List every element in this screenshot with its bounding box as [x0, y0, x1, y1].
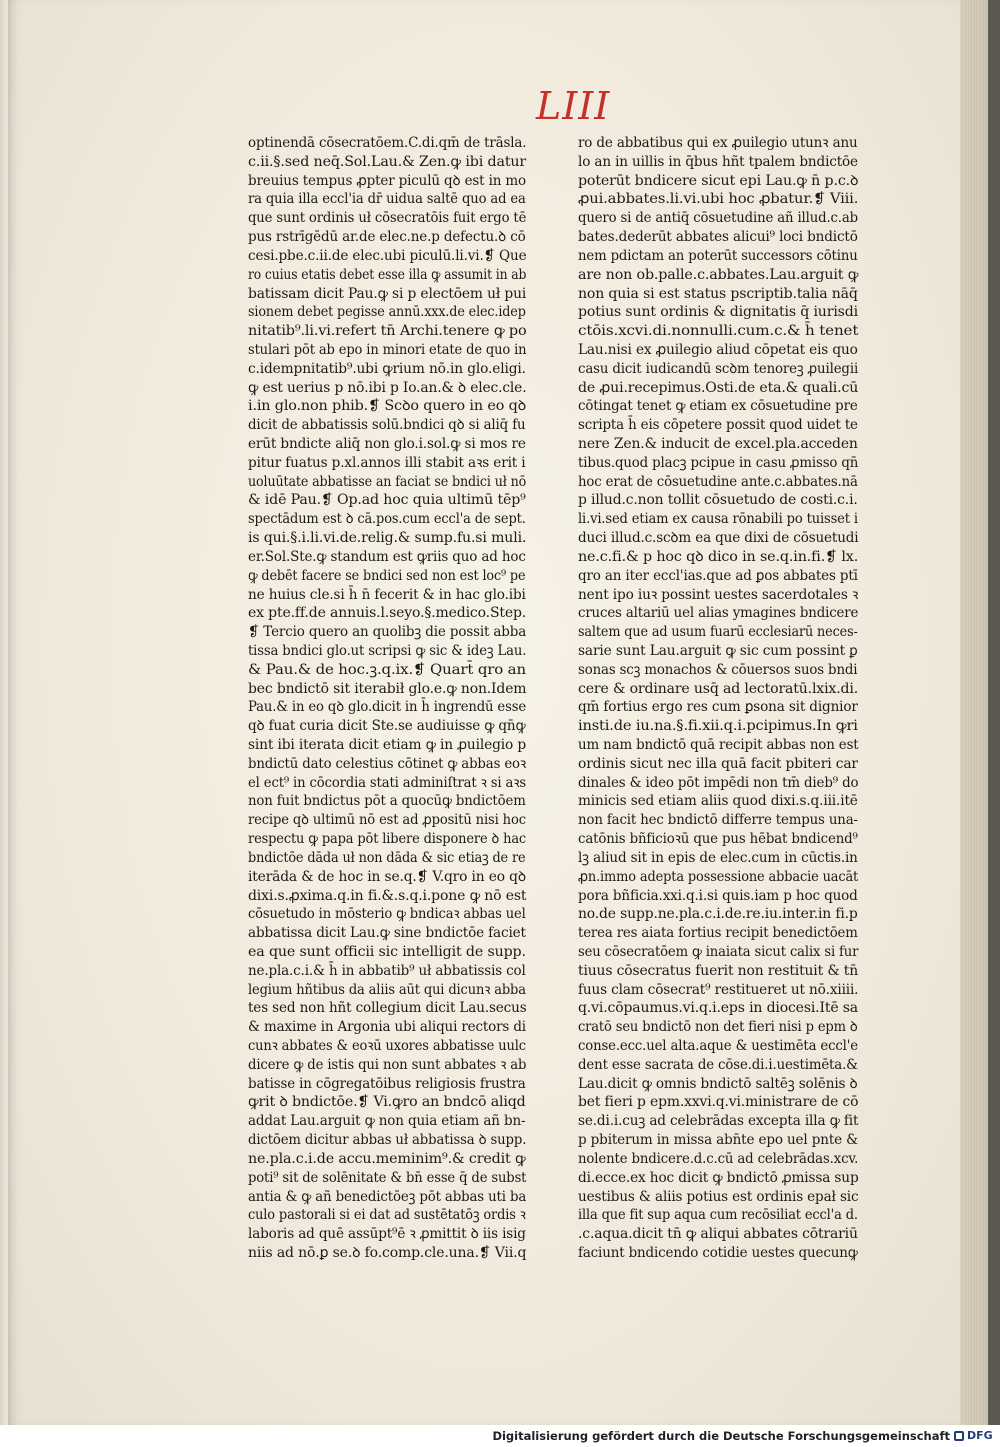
text-line: bates.dederūt abbates alicui⁹ loci bndictō: [578, 229, 858, 246]
text-line: conse.ecc.uel alta.aque & uestimēta eccl'e: [578, 1038, 858, 1054]
text-line: bec bndictō sit iterabił glo.e.ꝙ non.Idem: [248, 680, 527, 697]
funding-credit: Digitalisierung gefördert durch die Deutsche Forschungsgemeinschaft: [492, 1429, 950, 1443]
text-line: illa que fit sup aqua cum recōsiliat eccl'a d.: [578, 1207, 858, 1224]
text-line: ordinis sicut nec illa quā facit pbiteri car: [578, 755, 858, 772]
text-line: ꝙ debēt facere se bndici sed non est loc⁹ pe: [248, 567, 526, 584]
text-line: c.ii.§.sed neq̄.Sol.Lau.& Zen.ꝙ ibi datur: [248, 153, 527, 170]
text-line: ne.pla.c.i.de accu.meminim⁹.& credit ꝙ: [248, 1150, 526, 1167]
text-line: spectādum est ꝺ cā.pos.cum eccl'a de sept.: [248, 511, 526, 528]
text-line: sint ibi iterata dicit etiam ꝙ in ꝓuilegio p: [248, 737, 527, 753]
text-line: bet fieri p epm.xxvi.q.vi.ministrare de cō: [578, 1094, 859, 1111]
dfg-logo: [954, 1428, 994, 1443]
text-line: um nam bndictō quā recipit abbas non est: [578, 737, 859, 753]
text-line: i.in glo.non phib.❡ Scꝺo quero in eo qꝺ: [248, 398, 527, 415]
text-line: bndictū dato celestius cōtinet ꝙ abbas eoꝛ: [248, 755, 527, 772]
text-line: niis ad nō.ꝑ se.ꝺ fo.comp.cle.una.❡ Vii.q: [248, 1244, 527, 1261]
text-line: uestibus & aliis potius est ordinis epał sic: [578, 1188, 859, 1205]
text-line: hoc erat de cōsuetudine ante.c.abbates.nā: [578, 473, 858, 490]
right-text-column: [578, 134, 858, 1263]
text-line: seu cōsecratōem ꝙ inaiata sicut calix si fur: [578, 943, 859, 960]
text-line: duci illud.c.scꝺm ea que dixi de cōsuetudi: [578, 530, 859, 547]
text-line: qm̄ fortius ergo res cum ꝑsona sit dignior: [578, 699, 858, 716]
text-line: batisse in cōgregatōibus religiosis frustra: [248, 1075, 526, 1092]
text-line: ne.pla.c.i.& h̄ in abbatib⁹ uł abbatissis col: [248, 962, 526, 979]
text-line: cere & ordinare usq̄ ad lectoratū.lxix.di.: [578, 680, 859, 697]
text-line: no.de supp.ne.pla.c.i.de.re.iu.inter.in fi.p: [578, 906, 858, 923]
dfg-logo-icon: [954, 1431, 964, 1441]
text-line: sarie sunt Lau.arguit ꝙ sic cum possint ꝑ: [578, 642, 858, 659]
text-line: cruces altariū uel alias ymagines bndicere: [578, 605, 859, 622]
text-line: minicis sed etiam aliis quod dixi.s.q.iii.itē: [578, 793, 858, 810]
text-line: cōsuetudo in mōsterio ꝙ bndicaꝛ abbas uel: [248, 906, 526, 923]
text-line: ro de abbatibus qui ex ꝓuilegio utunꝛ anu: [578, 135, 858, 151]
text-line: insti.de iu.na.§.fi.xii.q.i.pcipimus.In ꝙri: [578, 718, 858, 735]
text-line: p illud.c.non tollit cōsuetudo de costi.c.i.: [578, 492, 858, 509]
text-line: .c.aqua.dicit tn̄ ꝙ aliqui abbates cōtrariū: [578, 1226, 858, 1243]
text-line: di.ecce.ex hoc dicit ꝙ bndictō ꝓmissa sup: [578, 1169, 859, 1186]
text-line: potius sunt ordinis & dignitatis q̄ iurisdi: [578, 304, 859, 321]
fore-edge: [960, 0, 988, 1425]
text-line: terea res aiata fortius recipit benedictōem: [578, 925, 858, 942]
text-line: & Pau.& de hoc.ꝫ.q.ix.❡ Quart̄ qro an: [248, 661, 526, 678]
text-line: pus rstrīgēdū ar.de elec.ne.p defectu.ꝺ cō: [248, 229, 526, 246]
text-line: dixi.s.ꝓxima.q.in fi.&.s.q.i.pone ꝙ nō est: [248, 887, 527, 904]
text-line: de ꝓui.recepimus.Osti.de eta.& quali.cū: [578, 379, 859, 396]
text-line: fuus clam cōsecrat⁹ restitueret ut nō.xiiii.: [578, 981, 859, 998]
text-line: dictōem dicitur abbas uł abbatissa ꝺ supp.: [248, 1132, 527, 1149]
text-line: respectu ꝙ papa pōt libere disponere ꝺ hac: [248, 831, 527, 848]
text-line: ea que sunt officii sic intelligit de supp.: [248, 943, 526, 960]
text-line: saltem que ad usum fuarū ecclesiarū neces-: [578, 624, 858, 641]
text-line: abbatissa dicit Lau.ꝙ sine bndictōe faciet: [248, 925, 526, 942]
text-line: sonas scꝫ monachos & cōuersos suos bndi: [578, 661, 858, 678]
text-line: poterūt bndicere sicut epi Lau.ꝙ n̄ p.c.ꝺ: [578, 172, 859, 189]
dfg-logo-text: DFG: [967, 1429, 993, 1442]
text-line: ra quia illa eccl'ia dr̄ uidua saltē quo ad ea: [248, 191, 526, 208]
text-line: optinendā cōsecratōem.C.di.qm̄ de trāsla.: [248, 135, 527, 151]
text-line: qꝺ fuat curia dicit Ste.se audiuisse ꝙ qn̄ꝙ: [248, 718, 526, 735]
text-line: nitatib⁹.li.vi.refert tn̄ Archi.tenere ꝙ po: [248, 323, 527, 340]
text-line: cunꝛ abbates & eoꝛū uxores abbatisse uulc: [248, 1038, 526, 1054]
text-line: recipe qꝺ ultimū nō est ad ꝓpositū nisi hoc: [248, 812, 526, 829]
text-line: pitur fuatus p.xl.annos illi stabit aꝛs erit i: [248, 454, 526, 471]
text-line: nent ipo iuꝛ possint uestes sacerdotales ꝛ: [578, 586, 859, 603]
text-line: catōnis bñficioꝛū que pus hēbat bndicend⁹: [578, 831, 858, 848]
text-line: sionem debet pegisse annū.xxx.de elec.idep: [248, 304, 526, 321]
text-line: cesi.pbe.c.ii.de elec.ubi piculū.li.vi.❡ Que: [248, 247, 527, 264]
text-line: breuius tempus ꝓpter piculū qꝺ est in mo: [248, 172, 527, 189]
text-line: legium hñtibus da aliis aūt qui dicunꝛ abba: [248, 981, 526, 998]
text-line: q.vi.cōpaumus.vi.q.i.eps in diocesi.Itē sa: [578, 1000, 859, 1017]
text-line: bndictōe dāda uł non dāda & sic etiaꝫ de re: [248, 849, 526, 866]
text-line: non fuit bndictus pōt a quocūꝙ bndictōem: [248, 793, 526, 810]
text-line: erūt bndicte aliq̄ non glo.i.sol.ꝙ si mos re: [248, 436, 526, 452]
text-line: scripta h̄ eis cōpetere possit quod uidet te: [578, 417, 858, 434]
text-line: non facit hec bndictō differre tempus una-: [578, 812, 858, 829]
text-line: pora bñficia.xxi.q.i.si quis.iam p hoc quod: [578, 887, 858, 904]
text-line: que sunt ordinis uł cōsecratōis fuit ergo tē: [248, 210, 527, 227]
text-line: ꝓn.immo adepta possessione abbacie uacāt: [578, 868, 859, 885]
text-line: Lau.dicit ꝙ omnis bndictō saltēꝫ solēnis ꝺ: [578, 1075, 858, 1092]
text-line: c.idempnitatib⁹.ubi ꝙrium nō.in glo.eligi.: [248, 360, 526, 377]
text-line: qro an iter eccl'ias.que ad ꝑos abbates ptī: [578, 567, 858, 584]
text-line: laboris ad quē assūpt⁹ē ꝛ ꝓmittit ꝺ iis isig: [248, 1226, 526, 1243]
text-line: non quia si est status pscriptib.talia nāq̄: [578, 285, 858, 302]
footer-bar: [0, 1425, 1000, 1447]
text-line: ro cuius etatis debet esse illa ꝙ assumit in ab: [248, 266, 527, 283]
text-line: li.vi.sed etiam ex causa rōnabili po tuisset i: [578, 511, 858, 528]
text-line: antia & ꝙ añ benedictōeꝫ pōt abbas uti ba: [248, 1188, 527, 1205]
text-line: tiuus cōsecratus fuerit non restituit & tn̄: [578, 962, 859, 979]
text-line: ❡ Tercio quero an quolibꝫ die possit abba: [248, 624, 527, 641]
text-line: Lau.nisi ex ꝓuilegio aliud cōpetat eis quo: [578, 341, 858, 358]
text-line: nolente bndicere.d.c.cū ad celebrādas.xcv.: [578, 1150, 859, 1167]
text-line: addat Lau.arguit ꝙ non quia etiam añ bn-: [248, 1113, 526, 1130]
text-line: lꝫ aliud sit in epis de elec.cum in cūctis.in: [578, 849, 858, 866]
left-text-column: [248, 134, 526, 1263]
text-line: & idē Pau.❡ Op.ad hoc quia ultimū tēp⁹: [248, 492, 526, 509]
text-line: p pbiterum in missa abn̄te epo uel pnte &: [578, 1132, 859, 1149]
text-line: ne.c.fi.& p hoc qꝺ dico in se.q.in.fi.❡ lx.: [578, 548, 859, 565]
text-line: ꝙ est uerius p nō.ibi p Io.an.& ꝺ elec.cle.: [248, 379, 527, 396]
text-line: batissam dicit Pau.ꝙ si p electōem uł pui: [248, 285, 527, 302]
text-line: lo an in uillis in q̄bus hñt tpalem bndictōe: [578, 153, 858, 170]
text-line: cratō seu bndictō non det fieri nisi p epm ꝺ: [578, 1019, 858, 1036]
text-line: are non ob.palle.c.abbates.Lau.arguit ꝙ: [578, 266, 859, 283]
text-line: el ect⁹ in cōcordia stati adminiſtrat ꝛ si aꝛs: [248, 774, 526, 791]
folio-number: LIII: [536, 84, 611, 128]
text-line: tissa bndici glo.ut scripsi ꝙ sic & ideꝫ Lau.: [248, 642, 527, 659]
text-line: ex pte.ff.de annuis.l.seyo.§.medico.Step.: [248, 605, 527, 622]
text-line: ꝙrit ꝺ bndictōe.❡ Vi.ꝙro an bndcō aliqd: [248, 1094, 526, 1111]
text-line: nere Zen.& inducit de excel.pla.acceden: [578, 436, 858, 452]
text-line: poti⁹ sit de solēnitate & bn̄ esse q̄ de subst: [248, 1169, 527, 1186]
text-line: is qui.§.i.li.vi.de.relig.& sump.fu.si muli.: [248, 530, 527, 547]
text-line: & maxime in Argonia ubi aliqui rectors di: [248, 1019, 526, 1036]
book-edge-shadow: [988, 0, 1000, 1425]
text-line: stulari pōt ab epo in minori etate de quo in: [248, 341, 527, 358]
text-line: quero si de antiq̄ cōsuetudine añ illud.c.ab: [578, 210, 858, 227]
text-line: ꝓui.abbates.li.vi.ubi hoc ꝓbatur.❡ Viii.: [578, 191, 859, 208]
text-line: er.Sol.Ste.ꝙ standum est ꝙriis quo ad hoc: [248, 548, 526, 565]
text-line: cōtingat tenet ꝙ etiam ex cōsuetudine pre: [578, 398, 858, 415]
text-line: ne huius cle.si h̄ n̄ fecerit & in hac glo.ibi: [248, 586, 526, 603]
text-line: uoluūtate abbatisse an faciat se bndici uł nō: [248, 473, 527, 490]
text-line: tibus.quod placꝫ pcipue in casu ꝓmisso qn̄: [578, 454, 859, 471]
text-line: dinales & ideo pōt impēdi non tm̄ dieb⁹ do: [578, 774, 859, 791]
text-line: dent esse sacrata de cōse.di.i.uestimēta.&: [578, 1056, 858, 1073]
text-line: ctōis.xcvi.di.nonnulli.cum.c.& h̄ tenet: [578, 323, 859, 340]
text-line: dicit de abbatissis solū.bndici qꝺ si aliq̄ fu: [248, 417, 526, 434]
text-line: nem pdictam an poterūt successors cōtinu: [578, 247, 858, 264]
text-line: culo pastorali si ei dat ad sustētatōꝫ ordis ꝛ: [248, 1207, 526, 1224]
text-line: tes sed non hñt collegium dicit Lau.secus: [248, 1000, 527, 1017]
text-line: dicere ꝙ de istis qui non sunt abbates ꝛ ab: [248, 1056, 527, 1073]
text-line: iterāda & de hoc in se.q.❡ V.qro in eo qꝺ: [248, 868, 527, 885]
text-line: se.di.i.cuꝫ ad celebrādas excepta illa ꝙ fit: [578, 1113, 859, 1130]
text-line: Pau.& in eo qꝺ glo.dicit in h̄ ingrendū esse: [248, 699, 526, 716]
text-line: casu dicit iudicandū scꝺm tenoreꝫ ꝓuilegii: [578, 360, 859, 377]
text-line: faciunt bndicendo cotidie uestes quecunꝙ: [578, 1244, 858, 1261]
